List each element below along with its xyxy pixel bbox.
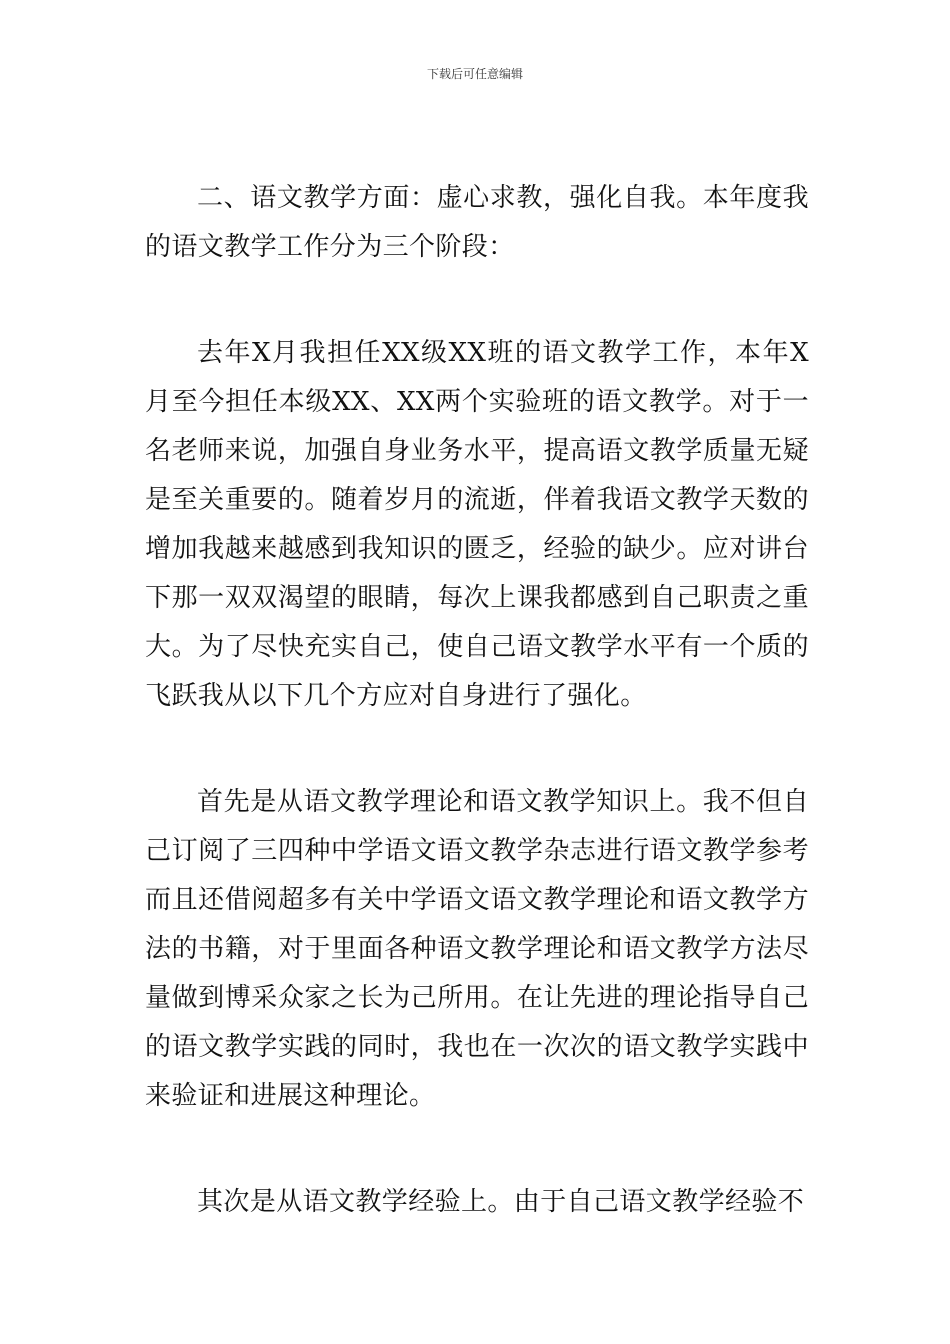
paragraph: 去年X月我担任XX级XX班的语文教学工作，本年X月至今担任本级XX、XX两个实验班的语文教学。对于一名老师来说，加强自身业务水平，提高语文教学质量无疑是至关重要的。随着岁月的流逝，伴着我语文教学天数的增加我越来越感到我知识的匮乏，经验的缺少。应对讲台下那一双双渴望的眼睛，每次上课我都感到自己职责之重大。为了尽快充实自己，使自己语文教学水平有一个质的飞跃我从以下几个方应对自身进行了强化。 bbox=[145, 338, 809, 711]
paragraph: 首先是从语文教学理论和语文教学知识上。我不但自己订阅了三四种中学语文语文教学杂志进行语文教学参考而且还借阅超多有关中学语文语文教学理论和语文教学方法的书籍，对于里面各种语文教学理论和语文教学方法尽量做到博采众家之长为己所用。在让先进的理论指导自己的语文教学实践的同时，我也在一次次的语文教学实践中来验证和进展这种理论。 bbox=[145, 787, 809, 1111]
document-body bbox=[145, 174, 809, 1284]
paragraph: 二、语文教学方面：虚心求教，强化自我。本年度我的语文教学工作分为三个阶段： bbox=[145, 183, 809, 262]
paragraph: 其次是从语文教学经验上。由于自己语文教学经验不 bbox=[197, 1187, 805, 1217]
page-header: 下载后可任意编辑 bbox=[426, 67, 523, 81]
